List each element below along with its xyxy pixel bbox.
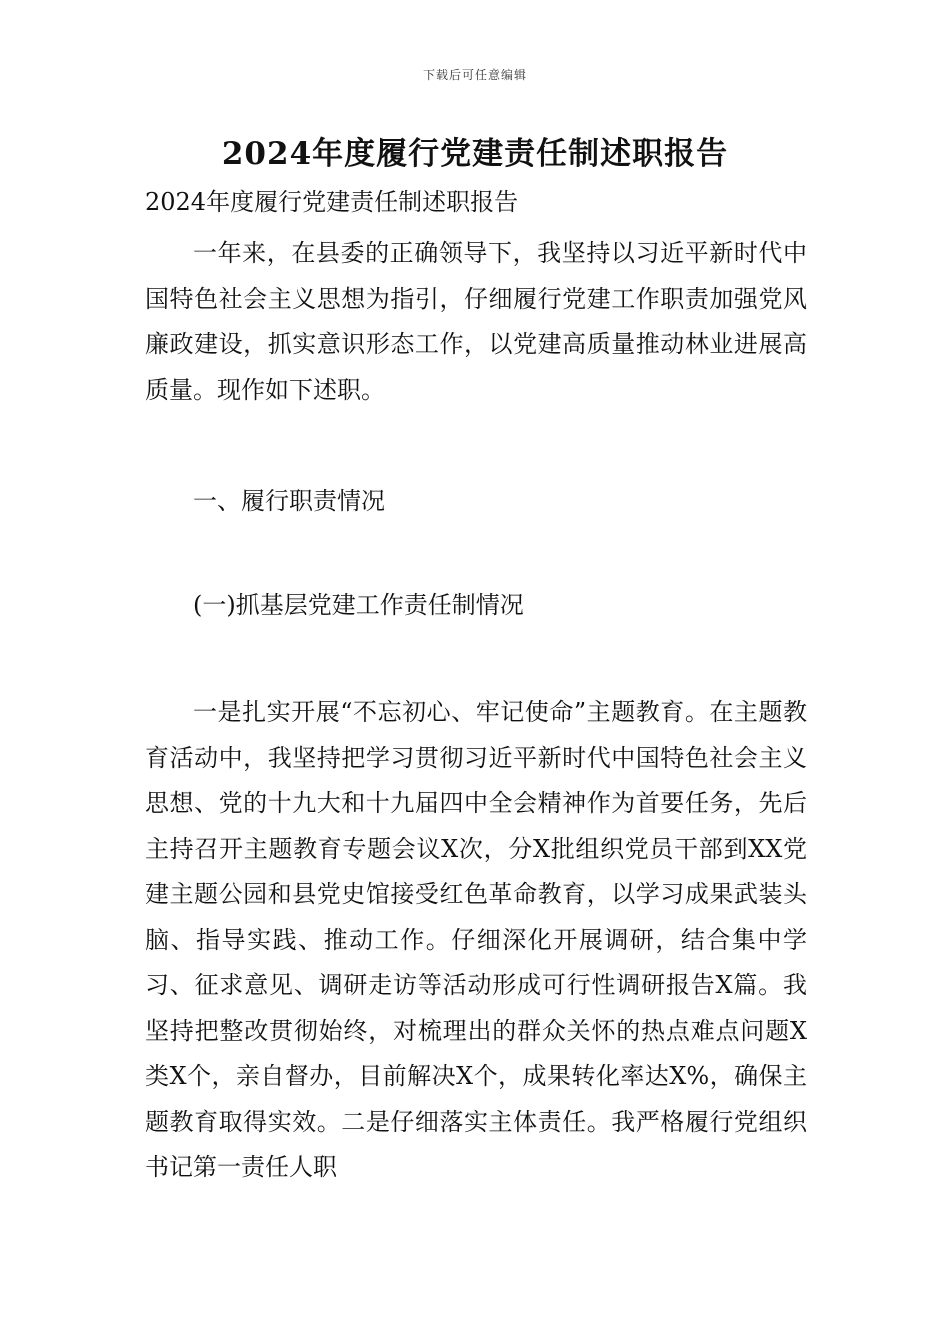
intro-paragraph: 一年来，在县委的正确领导下，我坚持以习近平新时代中国特色社会主义思想为指引，仔细履行党建工作职责加强党风廉政建设，抓实意识形态工作，以党建高质量推动林业进展高质量。现作如下述职。 [145, 239, 807, 404]
section-heading: 一、履行职责情况 [193, 487, 385, 515]
document-subtitle: 2024年度履行党建责任制述职报告 [145, 188, 519, 216]
body-paragraph: 一是扎实开展“不忘初心、牢记使命”主题教育。在主题教育活动中，我坚持把学习贯彻习近平新时代中国特色社会主义思想、党的十九大和十九届四中全会精神作为首要任务，先后主持召开主题教育专题会议X次，分X批组织党员干部到XX党建主题公园和县党史馆接受红色革命教育，以学习成果武装头脑、指导实践、推动工作。仔细深化开展调研，结合集中学习、征求意见、调研走访等活动形成可行性调研报告X篇。我坚持把整改贯彻始终，对梳理出的群众关怀的热点难点问题X类X个，亲自督办，目前解决X个，成果转化率达X%，确保主题教育取得实效。二是仔细落实主体责任。我严格履行党组织书记第一责任人职 [145, 698, 807, 1181]
document-title: 2024年度履行党建责任制述职报告 [221, 136, 729, 172]
document-body [145, 183, 807, 1191]
subsection-heading: (一)抓基层党建工作责任制情况 [193, 591, 524, 619]
header-note: 下载后可任意编辑 [422, 68, 527, 82]
